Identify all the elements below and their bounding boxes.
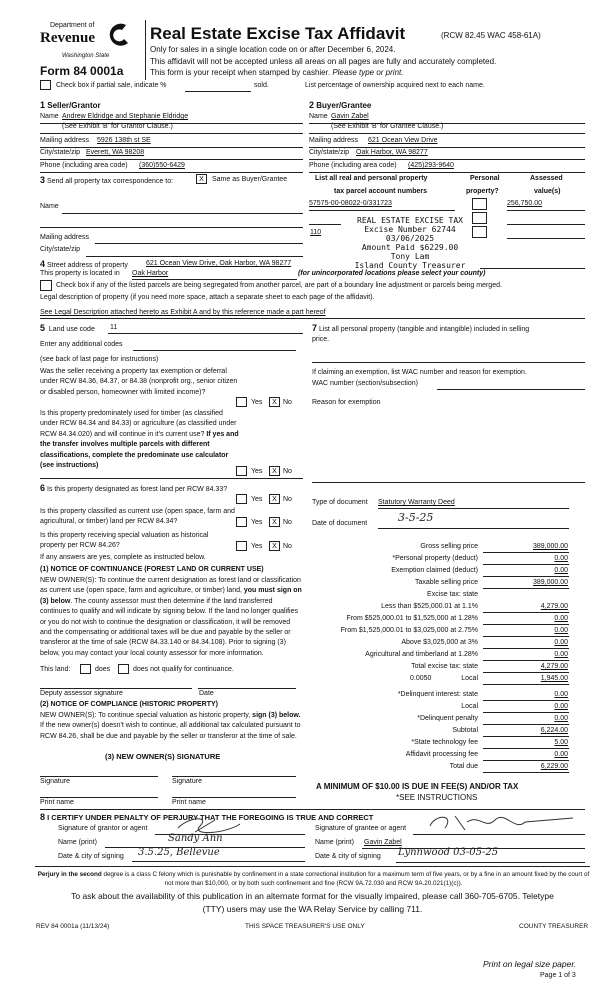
calc-label: *Delinquent penalty: [417, 715, 478, 722]
treasurer-space-label: THIS SPACE TREASURER'S USE ONLY: [245, 923, 365, 930]
section-1-label: Seller/Grantor: [47, 101, 101, 110]
rule: [396, 862, 585, 863]
calc-value[interactable]: 6,224.00: [540, 727, 568, 734]
owner-print-2[interactable]: [172, 797, 296, 798]
grantor-date-field[interactable]: 3.5.25, Bellevue: [138, 847, 220, 858]
calc-field-line: [483, 672, 569, 673]
calc-label: Above $3,025,000 at 3%: [401, 639, 478, 646]
calc-value[interactable]: 6,229.00: [540, 763, 568, 770]
buyer-name-label: Name: [309, 113, 328, 120]
grantee-name-label: Name (print): [315, 839, 354, 846]
section-1-title: [40, 100, 101, 110]
calc-field-line: [483, 588, 569, 589]
section-3-num: 3: [40, 175, 46, 185]
current-use-question: Is this property classified as current use (open space, farm and agricultural, or timber) land per RCW 84.34?: [40, 508, 235, 526]
perjury-note: [36, 870, 591, 888]
stamp-line-1: REAL ESTATE EXCISE TAX: [357, 216, 463, 225]
section-8-num: 8: [40, 812, 46, 822]
rule: [132, 861, 305, 862]
forest-question-text: Is this property designated as forest land per RCW 84.33?: [46, 486, 228, 493]
seller-exhibit: (See Exhibit 'B' for Grantor Clause.): [62, 123, 173, 130]
minimum-due-notice: A MINIMUM OF $10.00 IS DUE IN FEE(S) AND/OR TAX: [316, 782, 519, 791]
reason-label: Reason for exemption: [312, 399, 381, 406]
no-label: No: [283, 399, 292, 406]
section-5-num: 5: [40, 323, 46, 333]
seller-name-field[interactable]: Andrew Eldridge and Stephanie Eldridge: [62, 113, 189, 120]
partial-sold-label: sold.: [254, 82, 269, 89]
calc-label: Subtotal: [452, 727, 478, 734]
timber-question-bold: If yes and the transfer involves multiple parcels with different classifications, complete the predominate use calculator (see instructions): [40, 430, 239, 470]
no-label: No: [283, 496, 292, 503]
rule: [40, 133, 303, 134]
corr-mail-field[interactable]: [95, 243, 303, 244]
yes-label: Yes: [251, 543, 263, 550]
rule: [507, 210, 585, 211]
grantee-signature-icon: [425, 812, 575, 836]
buyer-phone-field[interactable]: (425)293-9640: [408, 162, 454, 169]
grantee-signature-label: Signature of grantee or agent: [315, 825, 407, 832]
seller-phone-label: Phone (including area code): [40, 162, 128, 169]
located-field[interactable]: Oak Harbor: [132, 270, 169, 277]
grantee-date-field[interactable]: Lynnwood 03-05-25: [398, 847, 499, 858]
located-note: (for unincorporated locations please select your county): [298, 270, 486, 277]
yes-label: Yes: [251, 519, 263, 526]
rule: [309, 159, 585, 160]
rule: [40, 147, 303, 148]
calc-label: Agricultural and timberland at 1.28%: [365, 651, 478, 658]
located-label: This property is located in: [40, 270, 120, 277]
stamp-excise-number: Excise Number 62744: [364, 225, 456, 234]
rule: [309, 210, 455, 211]
calc-field-line: [483, 660, 569, 661]
personal-property-label: [312, 323, 532, 346]
legal-field[interactable]: See Legal Description attached hereto as Exhibit A and by this reference made a part hereof: [40, 309, 326, 316]
section-2-label: Buyer/Grantee: [316, 101, 372, 110]
personal-header-2: property?: [466, 188, 499, 195]
logo-swirl-icon: [106, 21, 132, 49]
legal-size-note: Print on legal size paper.: [483, 959, 577, 969]
stamp-name: Tony Lam: [390, 252, 430, 261]
calc-label: *Delinquent interest: state: [397, 691, 478, 698]
calc-field-line: [483, 576, 569, 577]
calc-field-line: [483, 748, 569, 749]
calc-field-line: [483, 624, 569, 625]
land-use-label: [40, 323, 95, 334]
calc-value[interactable]: 389,000.00: [532, 543, 568, 550]
perjury-bold: Perjury in the second: [37, 871, 102, 878]
notice-2-text-a: NEW OWNER(S): To continue special valuation as historic property,: [40, 712, 251, 719]
street-label: [40, 259, 128, 270]
assessed-header-1: Assessed: [530, 175, 563, 182]
calc-value[interactable]: 4,279.00: [540, 663, 568, 670]
new-owner-signature-title: (3) NEW OWNER(S) SIGNATURE: [105, 752, 221, 761]
subtitle-2: This affidavit will not be accepted unless all areas on all pages are fully and accurately completed.: [150, 57, 497, 66]
yes-label: Yes: [251, 399, 263, 406]
calc-label: From $525,000.01 to $1,525,000 at 1.28%: [346, 615, 478, 622]
calc-field-line: [483, 700, 569, 701]
grantor-name-label: Name (print): [58, 839, 97, 846]
partial-sale-checkbox[interactable]: [40, 80, 51, 90]
historic-no-checkbox[interactable]: X: [269, 541, 280, 551]
seller-phone-field[interactable]: (360)550-6429: [139, 162, 185, 169]
does-not-label: does not qualify for continuance.: [133, 666, 234, 673]
partial-sale-label: Check box if partial sale, indicate %: [56, 82, 167, 89]
calc-value[interactable]: 389,000.00: [532, 579, 568, 586]
assessed-value-field[interactable]: 256,750.00: [507, 200, 543, 207]
same-as-buyer-checkbox[interactable]: X: [196, 174, 207, 184]
corr-name-field[interactable]: [62, 213, 303, 214]
calc-field-line: [483, 712, 569, 713]
buyer-exhibit: (See Exhibit 'B' for Grantee Clause.): [331, 123, 444, 130]
calc-value[interactable]: 0.00: [554, 639, 568, 646]
rule: [507, 224, 585, 225]
additional-codes-label: Enter any additional codes: [40, 341, 123, 348]
segregated-label: Check box if any of the listed parcels are being segregated from another parcel, are part of a boundary line adjustment or parcels being merged.: [56, 282, 502, 289]
calc-label: Total due: [449, 763, 478, 770]
calc-label: From $1,525,000.01 to $3,025,000 at 2.75%: [340, 627, 478, 634]
if-any-note: If any answers are yes, complete as instructed below.: [40, 554, 206, 561]
corr-city-field[interactable]: [86, 256, 303, 257]
rule: [40, 318, 585, 319]
grantor-name-field[interactable]: Sandy Ann: [168, 833, 223, 844]
no-label: No: [283, 468, 292, 475]
buyer-name-field[interactable]: Gavin Zabel: [331, 113, 369, 120]
legal-label: Legal description of property (if you need more space, attach a separate sheet to each page of the affidavit).: [40, 294, 375, 301]
calc-value[interactable]: 0.00: [554, 691, 568, 698]
grantee-signature-field[interactable]: [413, 834, 585, 835]
page-title: Real Estate Excise Tax Affidavit: [150, 24, 406, 43]
calc-value[interactable]: 0.00: [554, 555, 568, 562]
rule: [309, 224, 341, 225]
rule: [40, 478, 303, 479]
rule: [507, 238, 585, 239]
doc-date-field[interactable]: 3-5-25: [398, 511, 434, 524]
additional-codes-field[interactable]: [133, 350, 296, 351]
signature-label: Signature: [172, 778, 202, 785]
county-treasurer-label: COUNTY TREASURER: [519, 923, 589, 930]
section-3-text: Send all property tax correspondence to:: [46, 178, 174, 185]
calc-value[interactable]: 0.00: [554, 567, 568, 574]
current-use-no-checkbox[interactable]: X: [269, 517, 280, 527]
logo-revenue: Revenue: [40, 30, 95, 46]
calc-label: Gross selling price: [420, 543, 478, 550]
notice-historic-title: (2) NOTICE OF COMPLIANCE (HISTORIC PROPERTY): [40, 701, 218, 708]
grantee-date-label: Date & city of signing: [315, 853, 381, 860]
calc-value[interactable]: 4,279.00: [540, 603, 568, 610]
header-divider: [145, 20, 146, 80]
owner-signature-2[interactable]: [172, 776, 296, 777]
calc-value[interactable]: 0.00: [554, 751, 568, 758]
does-not-qualify-checkbox[interactable]: [118, 664, 129, 674]
calc-label: Excise tax: state: [427, 591, 478, 598]
historic-yes-checkbox[interactable]: [236, 541, 247, 551]
section-3-label: [40, 175, 173, 186]
calc-field-line: [483, 612, 569, 613]
calc-value[interactable]: 0.00: [554, 627, 568, 634]
seller-name-label: Name: [40, 113, 59, 120]
rule: [378, 508, 569, 509]
calc-label: *State technology fee: [411, 739, 478, 746]
exemption-no-checkbox[interactable]: X: [269, 397, 280, 407]
timber-question-text: Is this property predominately used for timber (as classified under RCW 84.34 and 84.33) or agriculture (as classified under RCW 84.34.020) and will continue in it's current use?: [40, 410, 237, 438]
calc-field-line: [483, 736, 569, 737]
see-instructions: *SEE INSTRUCTIONS: [396, 793, 478, 802]
segregated-checkbox[interactable]: [40, 280, 52, 291]
deputy-date-field[interactable]: [198, 688, 296, 689]
calc-label: Exemption claimed (deduct): [391, 567, 478, 574]
subtitle-3: [150, 68, 403, 77]
does-qualify-checkbox[interactable]: [80, 664, 91, 674]
corr-name-label: Name: [40, 203, 59, 210]
stamp-office: Island County Treasurer: [354, 261, 466, 270]
calc-label: Total excise tax: state: [411, 663, 478, 670]
calc-label: Affidavit processing fee: [405, 751, 478, 758]
rule: [35, 866, 590, 867]
rule: [40, 809, 585, 810]
section-2-num: 2: [309, 100, 315, 110]
grantor-signature-label: Signature of grantor or agent: [58, 825, 148, 832]
rule: [40, 227, 303, 228]
parcel-header-2: tax parcel account numbers: [334, 188, 427, 195]
personal-property-checkbox-1[interactable]: [472, 198, 487, 210]
seller-city-field[interactable]: Everett, WA 98208: [86, 149, 145, 156]
calc-label: *Personal property (deduct): [392, 555, 478, 562]
notice-1-text-a: NEW OWNER(S): To continue the current designation as forest land or classification as current use (open space, farm and agriculture, or timber) land,: [40, 577, 301, 595]
perjury-text: degree is a class C felony which is punishable by confinement in a state correctional institution for a maximum term of five years, or by a fine in an amount fixed by the court of not more than $10,000, or by both such confinement and fine (RCW 9A.72.030 and RCW 9A.20.021(1)(c)).: [103, 871, 590, 887]
calc-value[interactable]: 0.00: [554, 703, 568, 710]
calc-field-line: [483, 552, 569, 553]
stamp-amount: Amount Paid $6229.00: [361, 243, 459, 252]
personal-property-field[interactable]: [312, 362, 585, 363]
certify-text: I CERTIFY UNDER PENALTY OF PERJURY THAT THE FOREGOING IS TRUE AND CORRECT: [47, 813, 374, 822]
calc-label: Less than $525,000.01 at 1.1%: [381, 603, 478, 610]
print-name-label: Print name: [40, 799, 74, 806]
rcw-ref: (RCW 82.45 WAC 458-61A): [441, 31, 541, 40]
deputy-signature-field[interactable]: [40, 688, 192, 689]
doc-type-label: Type of document: [312, 499, 368, 506]
notice-continuance-text: [40, 576, 302, 659]
rule: [309, 147, 585, 148]
logo-state: Washington State: [62, 53, 110, 59]
historic-question: Is this property receiving special valuation as historical property per RCW 84.26?: [40, 532, 209, 550]
calc-value[interactable]: 0.00: [554, 615, 568, 622]
calc-field-line: [483, 564, 569, 565]
form-revision: REV 84 0001a (11/13/24): [36, 923, 110, 930]
calc-field-line: [483, 684, 569, 685]
yes-label: Yes: [251, 496, 263, 503]
stamp-date: 03/06/2025: [385, 234, 435, 243]
calc-field-line: [483, 760, 569, 761]
subtitle-3-italic: Please type or print.: [332, 68, 404, 77]
parcel-code: 110: [310, 229, 322, 236]
reason-field[interactable]: [312, 482, 585, 483]
grantee-name-field[interactable]: Gavin Zabel: [364, 839, 402, 846]
yes-label: Yes: [251, 468, 263, 475]
wac-field[interactable]: [437, 389, 585, 390]
calc-value[interactable]: 0.00: [554, 715, 568, 722]
forest-no-checkbox[interactable]: X: [269, 494, 280, 504]
buyer-mail-label: Mailing address: [309, 137, 359, 144]
section-7-num: 7: [312, 323, 318, 333]
calc-value[interactable]: 5.00: [554, 739, 568, 746]
rule: [40, 159, 303, 160]
section-2-title: [309, 100, 371, 110]
calc-field-line: [483, 636, 569, 637]
no-label: No: [283, 519, 292, 526]
signature-label: Signature: [40, 778, 70, 785]
accessibility-note-2: (TTY) users may use the WA Relay Service by calling 711.: [202, 904, 423, 914]
section-4-num: 4: [40, 259, 46, 269]
rule: [480, 268, 585, 269]
rule: [378, 528, 569, 529]
parcel-number-field[interactable]: 57575-00-08022-0/331723: [309, 200, 392, 207]
rule: [309, 172, 585, 173]
section-1-num: 1: [40, 100, 46, 110]
accessibility-note-1: To ask about the availability of this publication in an alternate format for the visually impaired, please call 360-705-6705. Teletype: [71, 891, 554, 901]
street-field[interactable]: 621 Ocean View Drive, Oak Harbor, WA 98277: [146, 260, 292, 267]
calc-value[interactable]: 0.00: [554, 651, 568, 658]
form-number: Form 84 0001a: [40, 64, 124, 78]
calc-label: Local: [461, 703, 478, 710]
no-label: No: [283, 543, 292, 550]
claim-exemption-label: If claiming an exemption, list WAC number and reason for exemption.: [312, 369, 527, 376]
personal-header-1: Personal: [470, 175, 500, 182]
corr-mail-label: Mailing address: [40, 234, 90, 241]
calc-field-line: [483, 724, 569, 725]
partial-percent-field[interactable]: [185, 91, 251, 92]
notice-2-bold: sign (3) below.: [252, 712, 301, 719]
buyer-mail-field[interactable]: 621 Ocean View Drive: [368, 137, 438, 144]
this-land-label: This land:: [40, 666, 71, 673]
seller-mail-field[interactable]: 5926 138th st SE: [97, 137, 151, 144]
seller-city-label: City/state/zip: [40, 149, 81, 156]
ownership-note: List percentage of ownership acquired next to each name.: [305, 82, 485, 89]
wac-label: WAC number (section/subsection): [312, 380, 418, 387]
page-number: Page 1 of 3: [540, 972, 576, 979]
same-as-buyer-label: Same as Buyer/Grantee: [212, 176, 288, 183]
calc-label: Taxable selling price: [414, 579, 478, 586]
owner-print-1[interactable]: [40, 797, 158, 798]
notice-1-text-c: . The county assessor must then determine if the land transferred continues to qualify and will indicate by signing below. If the land no longer qualifies or you do not wish to continue the designation or classification, it will be removed and the compensating or additional taxes will be due and payable by the seller or transferor at the time of sale (RCW 84.33.140 or 84.34.108). Prior to signing (3) below, you may contact your local county assessor for more information.: [40, 597, 298, 657]
local-rate: 0.0050: [410, 675, 432, 682]
notice-historic-text: [40, 711, 302, 742]
owner-signature-1[interactable]: [40, 776, 158, 777]
rule: [108, 333, 303, 334]
section-6-num: 6: [40, 483, 46, 493]
notice-2-text-c: If the new owner(s) doesn't wish to continue, all additional tax calculated pursuant to RCW 84.26, shall be due and payable by the seller or transferor at the time of sale.: [40, 722, 301, 740]
timber-question: [40, 409, 240, 471]
doc-type-field[interactable]: Statutory Warranty Deed: [378, 499, 455, 506]
forest-yes-checkbox[interactable]: [236, 494, 247, 504]
section-7-text: List all personal property (tangible and intangible) included in selling price.: [312, 326, 530, 344]
see-back-note: (see back of last page for instructions): [40, 356, 159, 363]
buyer-city-label: City/state/zip: [309, 149, 350, 156]
buyer-phone-label: Phone (including area code): [309, 162, 397, 169]
logo-dept: Department of: [50, 22, 95, 29]
timber-yes-checkbox[interactable]: [236, 466, 247, 476]
land-use-field[interactable]: 11: [110, 324, 118, 331]
grantor-date-label: Date & city of signing: [58, 853, 124, 860]
exemption-question: Was the seller receiving a property tax exemption or deferral under RCW 84.36, 84.37, or 84.38 (nonprofit org., senior citizen or disabled person, homeowner with limited income)?: [40, 368, 238, 396]
calc-label: Local: [461, 675, 478, 682]
land-use-text: Land use code: [48, 326, 95, 333]
calc-field-line: [483, 648, 569, 649]
parcel-header-1: List all real and personal property: [315, 175, 428, 182]
notice-1-bold: you must sign on (3) below: [40, 587, 302, 605]
print-name-label: Print name: [172, 799, 206, 806]
deputy-label: Deputy assessor signature: [40, 690, 123, 697]
doc-date-label: Date of document: [312, 520, 368, 527]
timber-no-checkbox[interactable]: X: [269, 466, 280, 476]
calc-field-line: [483, 772, 569, 773]
does-label: does: [95, 666, 111, 673]
deputy-date-label: Date: [199, 690, 214, 697]
current-use-yes-checkbox[interactable]: [236, 517, 247, 527]
corr-city-label: City/state/zip: [40, 246, 81, 253]
seller-mail-label: Mailing address: [40, 137, 90, 144]
subtitle-1: Only for sales in a single location code on or after December 6, 2024.: [150, 45, 396, 54]
rule: [40, 172, 303, 173]
subtitle-3-text: This form is your receipt when stamped by cashier.: [150, 68, 331, 77]
street-label-text: Street address of property: [46, 262, 128, 269]
assessed-header-2: value(s): [534, 188, 561, 195]
exemption-yes-checkbox[interactable]: [236, 397, 247, 407]
rule: [309, 133, 585, 134]
forest-question: [40, 483, 240, 495]
calc-value[interactable]: 1,945.00: [540, 675, 568, 682]
rule: [132, 279, 297, 280]
notice-continuance-title: (1) NOTICE OF CONTINUANCE (FOREST LAND OR CURRENT USE): [40, 566, 264, 573]
buyer-city-field[interactable]: Oak Harbor, WA 98277: [356, 149, 428, 156]
